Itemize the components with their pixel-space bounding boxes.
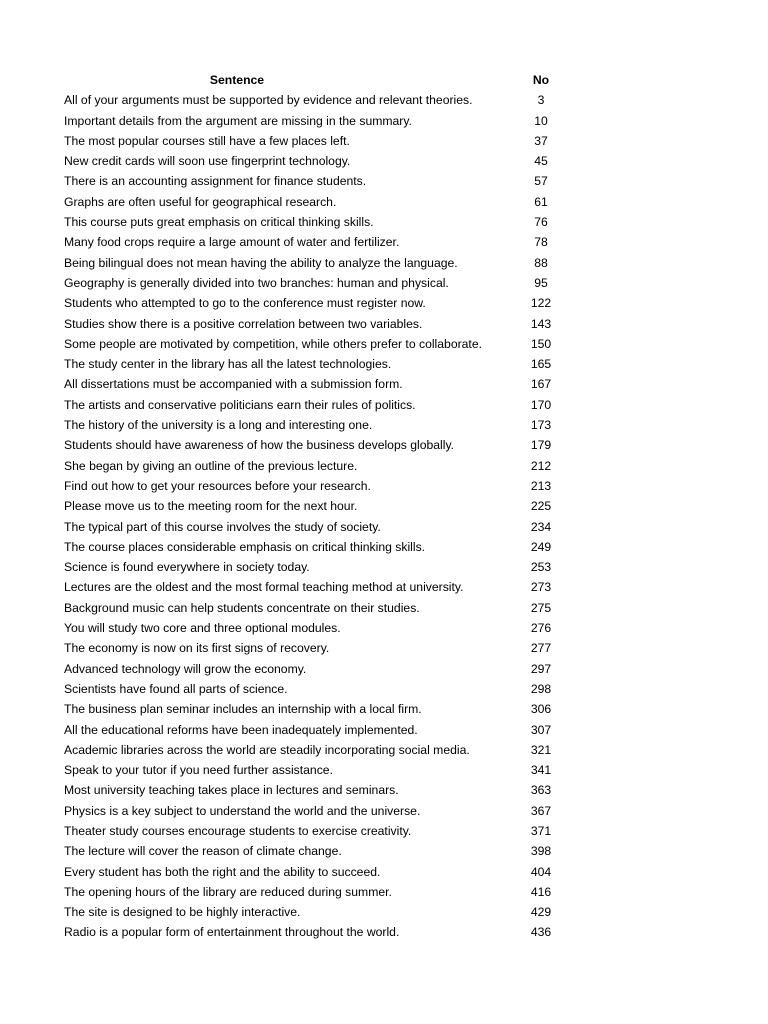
table-row <box>0 253 768 273</box>
number-cell: 249 <box>530 539 552 554</box>
table-row <box>0 882 768 902</box>
table-row <box>0 598 768 618</box>
table-row <box>0 720 768 740</box>
sentence-cell: Scientists have found all parts of science. <box>64 681 288 696</box>
column-header-sentence: Sentence <box>209 73 265 87</box>
table-row <box>0 496 768 516</box>
sentence-cell: New credit cards will soon use fingerprint technology. <box>64 154 351 169</box>
sentence-cell: The site is designed to be highly interactive. <box>64 905 301 920</box>
number-cell: 173 <box>530 418 552 433</box>
table-row <box>0 232 768 252</box>
table-row <box>0 151 768 171</box>
table-row <box>0 699 768 719</box>
number-cell: 404 <box>530 864 552 879</box>
sentence-cell: Most university teaching takes place in lectures and seminars. <box>64 783 399 798</box>
sentence-cell: The artists and conservative politicians earn their rules of politics. <box>64 397 416 412</box>
number-cell: 212 <box>530 458 552 473</box>
sentence-cell: The course places considerable emphasis on critical thinking skills. <box>64 539 426 554</box>
sentence-cell: The business plan seminar includes an internship with a local firm. <box>64 702 422 717</box>
table-row <box>0 456 768 476</box>
number-cell: 253 <box>530 560 552 575</box>
number-cell: 298 <box>530 681 552 696</box>
number-cell: 297 <box>530 661 552 676</box>
number-cell: 170 <box>530 397 552 412</box>
number-cell: 367 <box>530 803 552 818</box>
table-row <box>0 293 768 313</box>
sentence-cell: Advanced technology will grow the economy. <box>64 661 307 676</box>
sentence-cell: Some people are motivated by competition, while others prefer to collaborate. <box>64 336 482 351</box>
table-row <box>0 557 768 577</box>
sentence-cell: Graphs are often useful for geographical research. <box>64 194 337 209</box>
sentence-cell: Background music can help students concentrate on their studies. <box>64 600 420 615</box>
number-cell: 45 <box>534 154 548 169</box>
sentence-cell: Studies show there is a positive correlation between two variables. <box>64 316 423 331</box>
table-row <box>0 841 768 861</box>
table-row <box>0 171 768 191</box>
sentence-cell: Find out how to get your resources before your research. <box>64 478 371 493</box>
table-row <box>0 740 768 760</box>
table-row <box>0 192 768 212</box>
number-cell: 307 <box>530 722 552 737</box>
number-cell: 429 <box>530 905 552 920</box>
number-cell: 277 <box>530 641 552 656</box>
number-cell: 363 <box>530 783 552 798</box>
number-cell: 61 <box>534 194 548 209</box>
table-row <box>0 862 768 882</box>
number-cell: 416 <box>530 884 552 899</box>
sentence-cell: The history of the university is a long and interesting one. <box>64 418 373 433</box>
sentence-cell: The most popular courses still have a few places left. <box>64 133 350 148</box>
sentence-cell: All the educational reforms have been inadequately implemented. <box>64 722 418 737</box>
table-row <box>0 577 768 597</box>
table-row <box>0 374 768 394</box>
sentence-cell: All of your arguments must be supported by evidence and relevant theories. <box>64 93 473 108</box>
table-row <box>0 111 768 131</box>
number-cell: 167 <box>530 377 552 392</box>
table-row <box>0 212 768 232</box>
table-row <box>0 902 768 922</box>
table-row <box>0 922 768 942</box>
sentence-cell: The lecture will cover the reason of climate change. <box>64 844 342 859</box>
number-cell: 179 <box>530 438 552 453</box>
number-cell: 306 <box>530 702 552 717</box>
sentence-cell: Every student has both the right and the ability to succeed. <box>64 864 381 879</box>
number-cell: 37 <box>534 133 548 148</box>
sentence-cell: All dissertations must be accompanied with a submission form. <box>64 377 403 392</box>
number-cell: 213 <box>530 478 552 493</box>
sentence-cell: She began by giving an outline of the previous lecture. <box>64 458 358 473</box>
sentence-cell: The opening hours of the library are reduced during summer. <box>64 884 392 899</box>
number-cell: 95 <box>534 275 548 290</box>
table-row <box>0 90 768 110</box>
number-cell: 57 <box>534 174 548 189</box>
number-cell: 3 <box>537 93 545 108</box>
table-row <box>0 334 768 354</box>
number-cell: 371 <box>530 823 552 838</box>
sentence-cell: Physics is a key subject to understand the world and the universe. <box>64 803 421 818</box>
table-header-row <box>0 70 768 90</box>
table-row <box>0 638 768 658</box>
sentence-cell: Science is found everywhere in society today. <box>64 560 310 575</box>
table-row <box>0 537 768 557</box>
table-row <box>0 354 768 374</box>
sentence-cell: There is an accounting assignment for finance students. <box>64 174 367 189</box>
sentence-cell: Radio is a popular form of entertainment throughout the world. <box>64 925 400 940</box>
number-cell: 225 <box>530 499 552 514</box>
number-cell: 321 <box>530 742 552 757</box>
table-row <box>0 801 768 821</box>
sentence-cell: Please move us to the meeting room for the next hour. <box>64 499 358 514</box>
sentence-cell: The study center in the library has all the latest technologies. <box>64 357 392 372</box>
number-cell: 143 <box>530 316 552 331</box>
table-row <box>0 517 768 537</box>
number-cell: 122 <box>530 296 552 311</box>
number-cell: 273 <box>530 580 552 595</box>
column-header-no: No <box>532 73 550 87</box>
sentence-cell: The economy is now on its first signs of recovery. <box>64 641 330 656</box>
number-cell: 341 <box>530 763 552 778</box>
number-cell: 88 <box>534 255 548 270</box>
number-cell: 78 <box>534 235 548 250</box>
table-row <box>0 780 768 800</box>
sentence-cell: Students should have awareness of how the business develops globally. <box>64 438 455 453</box>
number-cell: 234 <box>530 519 552 534</box>
sentence-cell: Many food crops require a large amount of water and fertilizer. <box>64 235 400 250</box>
table-row <box>0 273 768 293</box>
table-row <box>0 659 768 679</box>
sentence-cell: This course puts great emphasis on critical thinking skills. <box>64 215 374 230</box>
table-row <box>0 760 768 780</box>
number-cell: 76 <box>534 215 548 230</box>
number-cell: 276 <box>530 621 552 636</box>
number-cell: 165 <box>530 357 552 372</box>
sentence-cell: Important details from the argument are missing in the summary. <box>64 113 412 128</box>
sentence-cell: Students who attempted to go to the conference must register now. <box>64 296 426 311</box>
table-row <box>0 435 768 455</box>
table-row <box>0 679 768 699</box>
sentence-cell: Lectures are the oldest and the most formal teaching method at university. <box>64 580 464 595</box>
table-row <box>0 131 768 151</box>
table-row <box>0 821 768 841</box>
table-row <box>0 415 768 435</box>
sentence-cell: The typical part of this course involves the study of society. <box>64 519 381 534</box>
number-cell: 398 <box>530 844 552 859</box>
table-row <box>0 476 768 496</box>
number-cell: 436 <box>530 925 552 940</box>
table-row <box>0 395 768 415</box>
sentence-cell: Being bilingual does not mean having the ability to analyze the language. <box>64 255 458 270</box>
sentence-cell: Geography is generally divided into two branches: human and physical. <box>64 275 449 290</box>
sentence-cell: Academic libraries across the world are steadily incorporating social media. <box>64 742 470 757</box>
sentence-cell: Speak to your tutor if you need further assistance. <box>64 763 333 778</box>
number-cell: 10 <box>534 113 548 128</box>
table-row <box>0 314 768 334</box>
number-cell: 275 <box>530 600 552 615</box>
table-body <box>0 90 768 942</box>
number-cell: 150 <box>530 336 552 351</box>
sentence-cell: Theater study courses encourage students to exercise creativity. <box>64 823 412 838</box>
sentence-table <box>0 70 768 943</box>
table-row <box>0 618 768 638</box>
sentence-cell: You will study two core and three optional modules. <box>64 621 341 636</box>
